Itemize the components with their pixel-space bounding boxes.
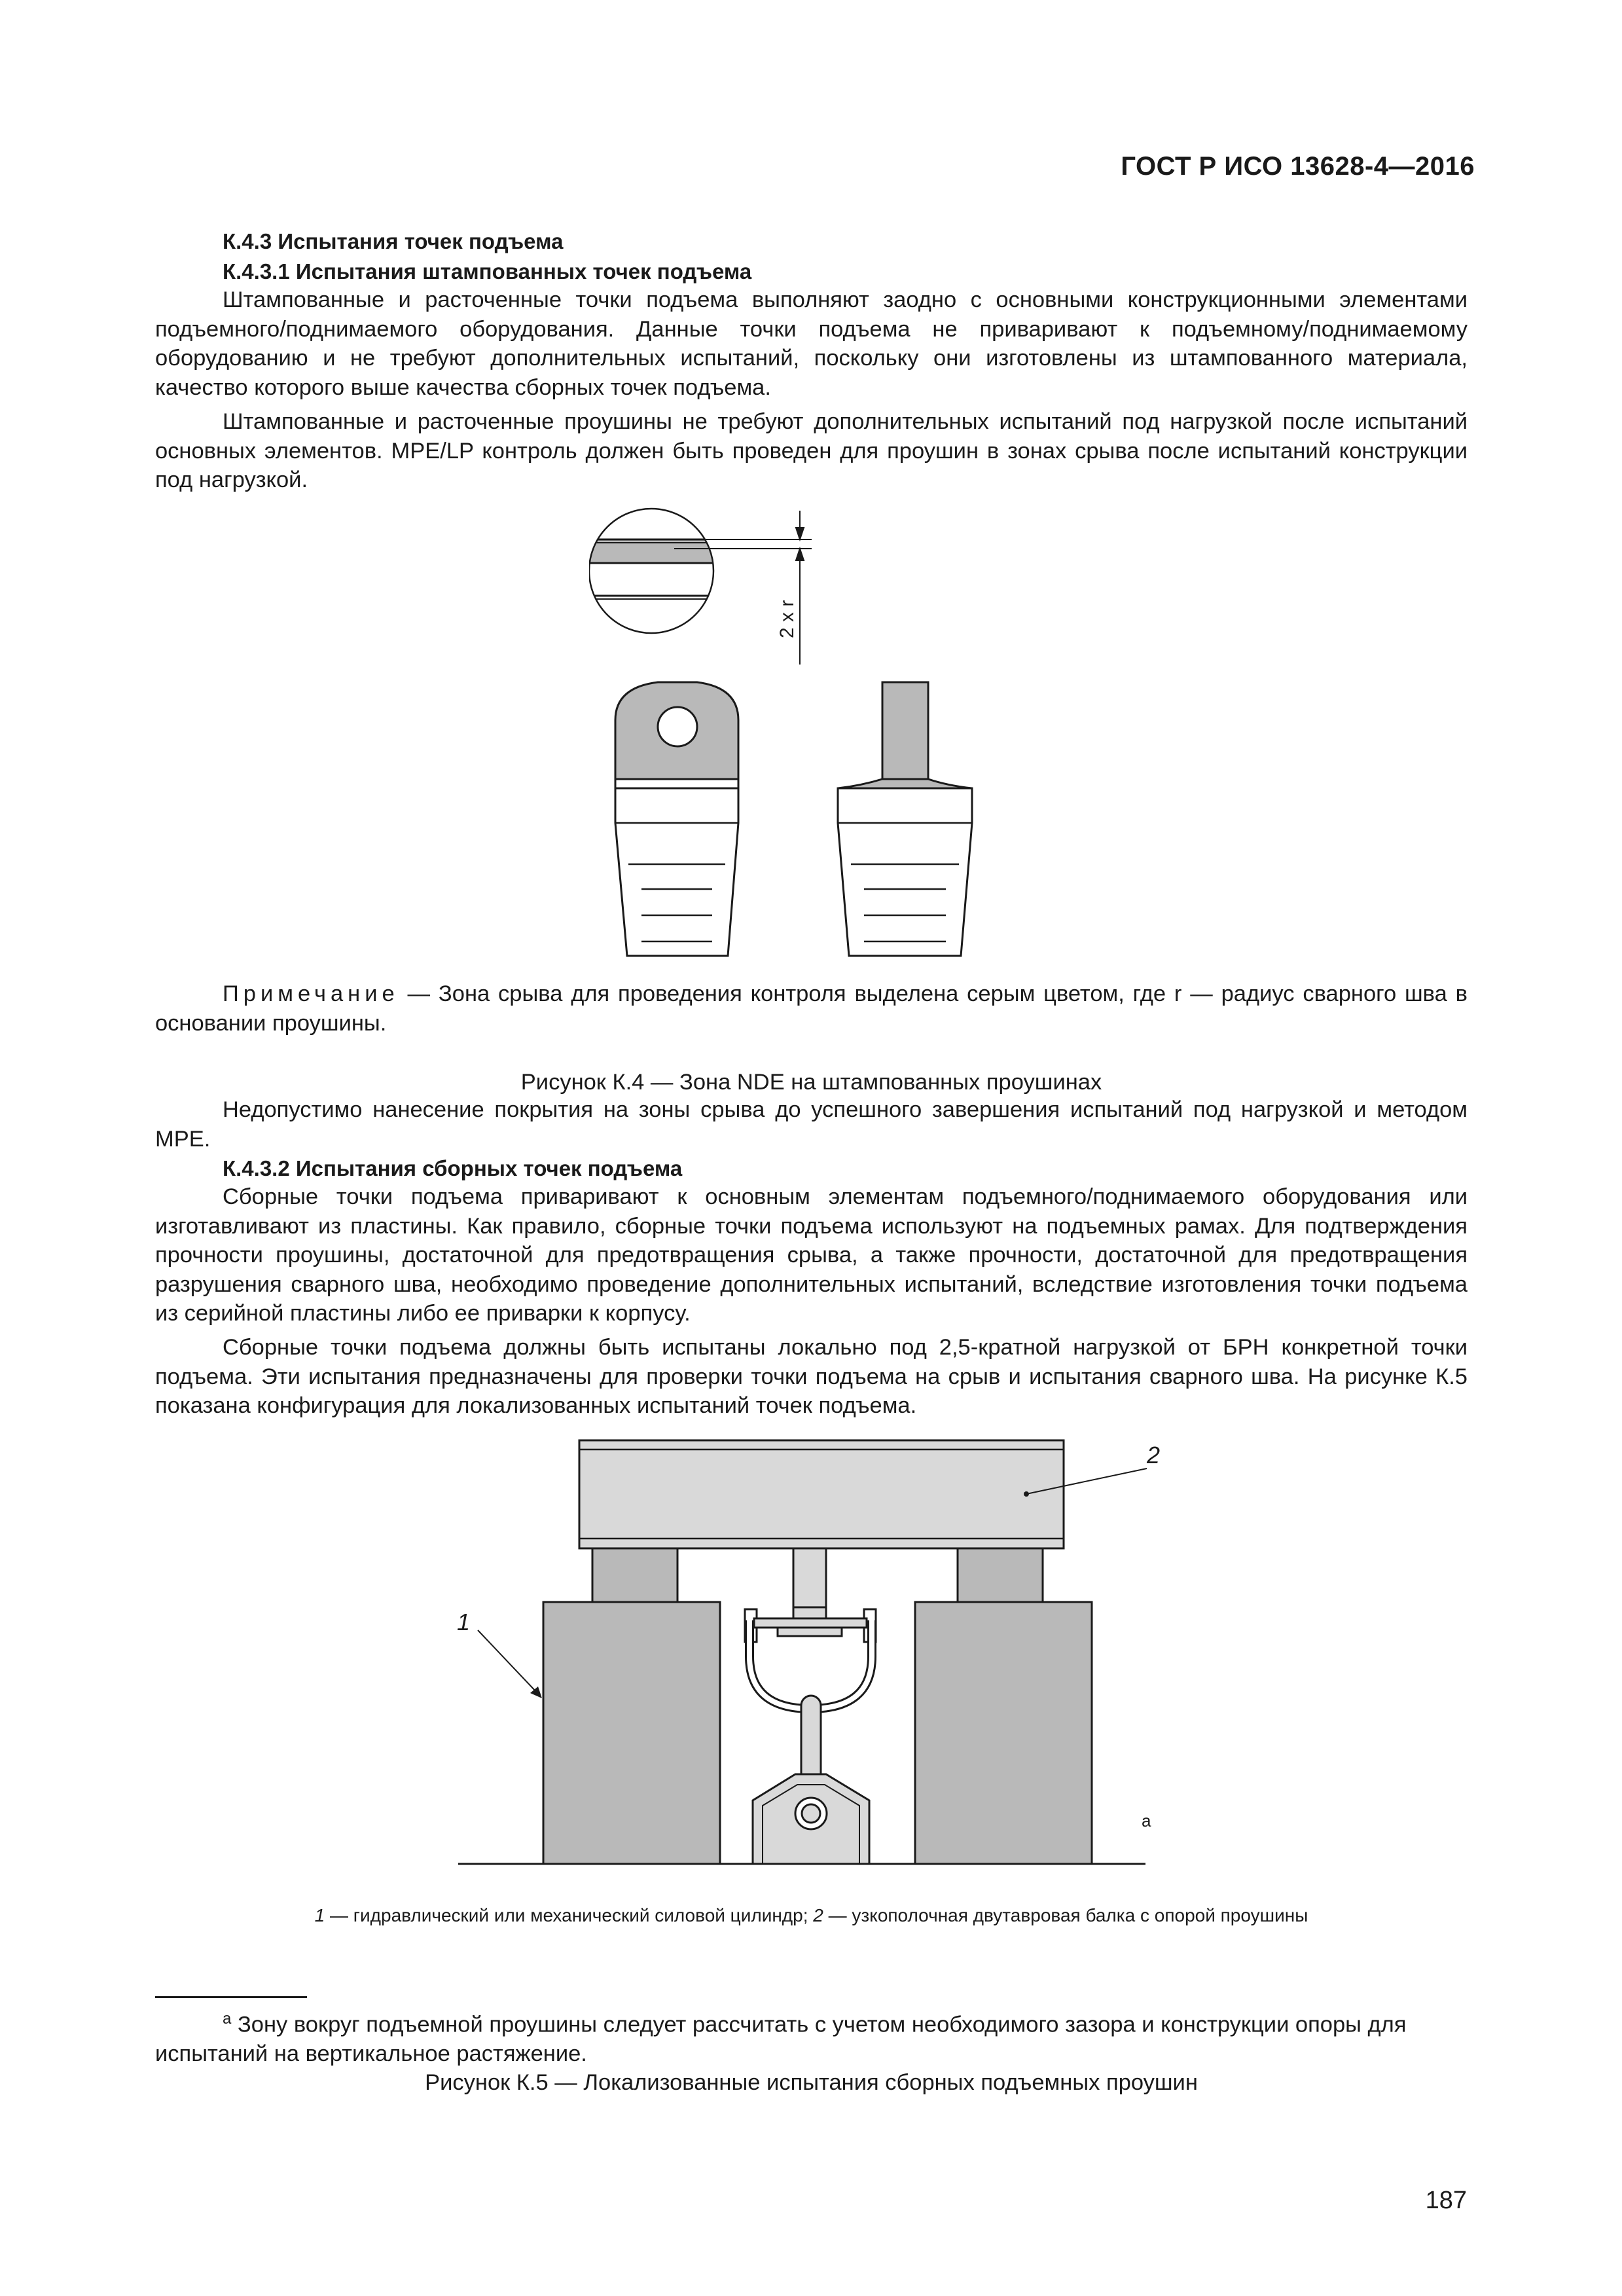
label-1: 1 bbox=[457, 1609, 471, 1635]
figure-k4-drawing bbox=[589, 498, 1047, 969]
forged-padeye-with-hole bbox=[615, 682, 738, 956]
figure-k4-caption: Рисунок К.4 — Зона NDE на штампованных проушинах bbox=[520, 1070, 1102, 1095]
paragraph-coating: Недопустимо нанесение покрытия на зоны срыва до успешного завершения испытаний под нагрузкой и методом MPE. bbox=[155, 1097, 1468, 1152]
detail-circle bbox=[589, 509, 720, 633]
paragraph-k432-2: Сборные точки подъема должны быть испытаны локально под 2,5-кратной нагрузкой от БРН конкретной точки подъема. Эти испытания предназначены для проверки точки подъема на срыв и испытания сварного шва. На рисунке К.5 показана конфигурация для локализованных испытаний точек подъема. bbox=[155, 1335, 1468, 1418]
document-number: ГОСТ Р ИСО 13628-4—2016 bbox=[1121, 152, 1475, 181]
figure-k4-note: Примечание — Зона срыва для проведения контроля выделена серым цветом, где r — радиус сварного шва в основании проушины. bbox=[155, 981, 1468, 1036]
paragraph-k432-1: Сборные точки подъема приваривают к основным элементам подъемного/поднимаемого оборудования или изготавливают из пластины. Как правило, сборные точки подъема используют на подъемных рамах. Для подтверждения прочности проушины, достаточной для предотвращения срыва, а также прочности, достаточной для предотвращения разрушения сварного шва, необходимо проведение дополнительных испытаний, вследствие изготовления точки подъема из серийной пластины либо ее приварки к корпусу. bbox=[155, 1184, 1468, 1326]
figure-k5-caption: Рисунок К.5 — Локализованные испытания сборных подъемных проушин bbox=[425, 2070, 1198, 2095]
figure-k5-legend: 1 — гидравлический или механический силовой цилиндр; 2 — узкополочная двутавровая балка с опорой проушины bbox=[314, 1905, 1308, 1925]
leader-line-1 bbox=[478, 1630, 542, 1698]
forged-padeye-side-view bbox=[838, 682, 972, 956]
label-a: a bbox=[1142, 1811, 1151, 1831]
footnote: $^a$ Зону вокруг подъемной проушины следует рассчитать с учетом необходимого зазора и конструкции опоры для испытаний на вертикальное растяжение. bbox=[155, 2010, 1407, 2066]
paragraph-k431-1: Штампованные и расточенные точки подъема выполняют заодно с основными конструкционными элементами подъемного/поднимаемого оборудования. Данные точки подъема не приваривают к подъемному/поднимаемому оборудованию и не требуют дополнительных испытаний, поскольку они изготовлены из штампованного материала, качество которого выше качества сборных точек подъема. bbox=[155, 287, 1468, 400]
hydraulic-cylinder-right bbox=[915, 1548, 1092, 1864]
fabricated-padeye bbox=[753, 1696, 869, 1864]
label-2: 2 bbox=[1147, 1442, 1161, 1468]
shackle-assembly bbox=[745, 1548, 876, 1709]
dimension-label: 2 x r bbox=[776, 600, 798, 638]
paragraph-k431-2: Штампованные и расточенные проушины не требуют дополнительных испытаний под нагрузкой после испытаний основных элементов. MPE/LP контроль должен быть проведен для проушин в зонах срыва после испытаний конструкции под нагрузкой. bbox=[155, 409, 1468, 492]
footnote-separator bbox=[155, 1996, 307, 1998]
section-title-k431: К.4.3.1 Испытания штампованных точек подъема bbox=[223, 259, 752, 283]
i-beam bbox=[579, 1440, 1147, 1548]
hydraulic-cylinder-left bbox=[543, 1548, 720, 1864]
page-number: 187 bbox=[1425, 2187, 1467, 2214]
dimension-line bbox=[674, 511, 812, 665]
figure-k5-drawing bbox=[419, 1434, 1217, 1892]
section-title-k43: К.4.3 Испытания точек подъема bbox=[223, 229, 564, 253]
section-title-k432: К.4.3.2 Испытания сборных точек подъема bbox=[223, 1156, 683, 1180]
